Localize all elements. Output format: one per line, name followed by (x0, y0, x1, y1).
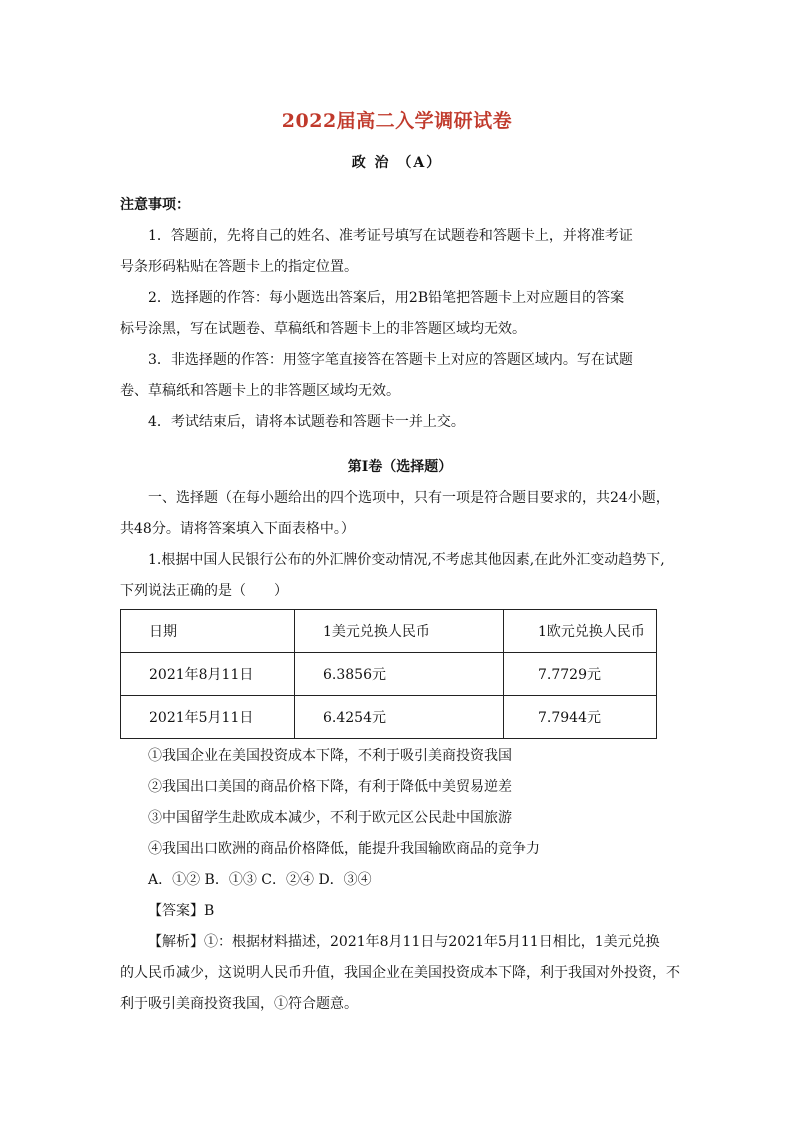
exchange-rate-table (120, 609, 657, 739)
notice-line: 号条形码粘贴在答题卡上的指定位置。 (120, 259, 358, 275)
statement-item: ②我国出口美国的商品价格下降，有利于降低中美贸易逆差 (148, 779, 512, 795)
table-cell: 6.4254元 (295, 696, 504, 739)
table-cell: 2021年5月11日 (121, 696, 295, 739)
statement-item: ③中国留学生赴欧成本减少，不利于欧元区公民赴中国旅游 (148, 810, 512, 826)
table-header-row (121, 610, 657, 653)
notice-line: 4．考试结束后，请将本试题卷和答题卡一并上交。 (148, 414, 465, 430)
exam-title: 2022届高二入学调研试卷 (281, 110, 513, 132)
table-cell: 6.3856元 (295, 653, 504, 696)
statement-item: ④我国出口欧洲的商品价格降低，能提升我国输欧商品的竞争力 (148, 841, 540, 857)
subject-heading: 政 治 （A） (351, 155, 443, 171)
document-body (120, 190, 680, 1020)
table-header-cell: 1美元兑换人民币 (295, 610, 504, 653)
table-cell: 2021年8月11日 (121, 653, 295, 696)
section-intro-line: 一、选择题（在每小题给出的四个选项中，只有一项是符合题目要求的，共24小题， (148, 490, 670, 506)
question-stem-line: 1.根据中国人民银行公布的外汇牌价变动情况,不考虑其他因素,在此外汇变动趋势下, (148, 552, 665, 568)
analysis-line: ①：根据材料描述，2021年8月11日与2021年5月11日相比，1美元兑换 (204, 934, 660, 950)
notice-line: 1．答题前，先将自己的姓名、准考证号填写在试题卷和答题卡上，并将准考证 (148, 228, 633, 244)
notice-heading: 注意事项： (120, 197, 190, 213)
table-cell: 7.7729元 (504, 653, 657, 696)
table-header-cell: 日期 (121, 610, 295, 653)
answer-options: A．①② B．①③ C．②④ D．③④ (148, 872, 372, 888)
notice-line: 卷、草稿纸和答题卡上的非答题区域均无效。 (120, 383, 400, 399)
answer-label: 【答案】B (148, 903, 215, 919)
notice-line: 2．选择题的作答：每小题选出答案后，用2B铅笔把答题卡上对应题目的答案 (148, 290, 625, 306)
notice-line: 3．非选择题的作答：用签字笔直接答在答题卡上对应的答题区域内。写在试题 (148, 352, 633, 368)
question-stem-line: 下列说法正确的是（ ） (120, 583, 288, 599)
statement-item: ①我国企业在美国投资成本下降，不利于吸引美商投资我国 (148, 748, 512, 764)
section-title: 第Ⅰ卷（选择题） (347, 459, 453, 475)
analysis-line: 利于吸引美商投资我国，①符合题意。 (120, 996, 358, 1012)
analysis-first-line (120, 927, 680, 958)
notice-line: 标号涂黑，写在试题卷、草稿纸和答题卡上的非答题区域均无效。 (120, 321, 526, 337)
analysis-line: 的人民币减少，这说明人民币升值，我国企业在美国投资成本下降，利于我国对外投资，不 (120, 965, 680, 981)
section-intro-line: 共48分。请将答案填入下面表格中。） (120, 521, 355, 537)
table-row (121, 653, 657, 696)
table-row (121, 696, 657, 739)
analysis-label: 【解析】 (148, 934, 204, 950)
table-header-cell: 1欧元兑换人民币 (504, 610, 657, 653)
table-cell: 7.7944元 (504, 696, 657, 739)
